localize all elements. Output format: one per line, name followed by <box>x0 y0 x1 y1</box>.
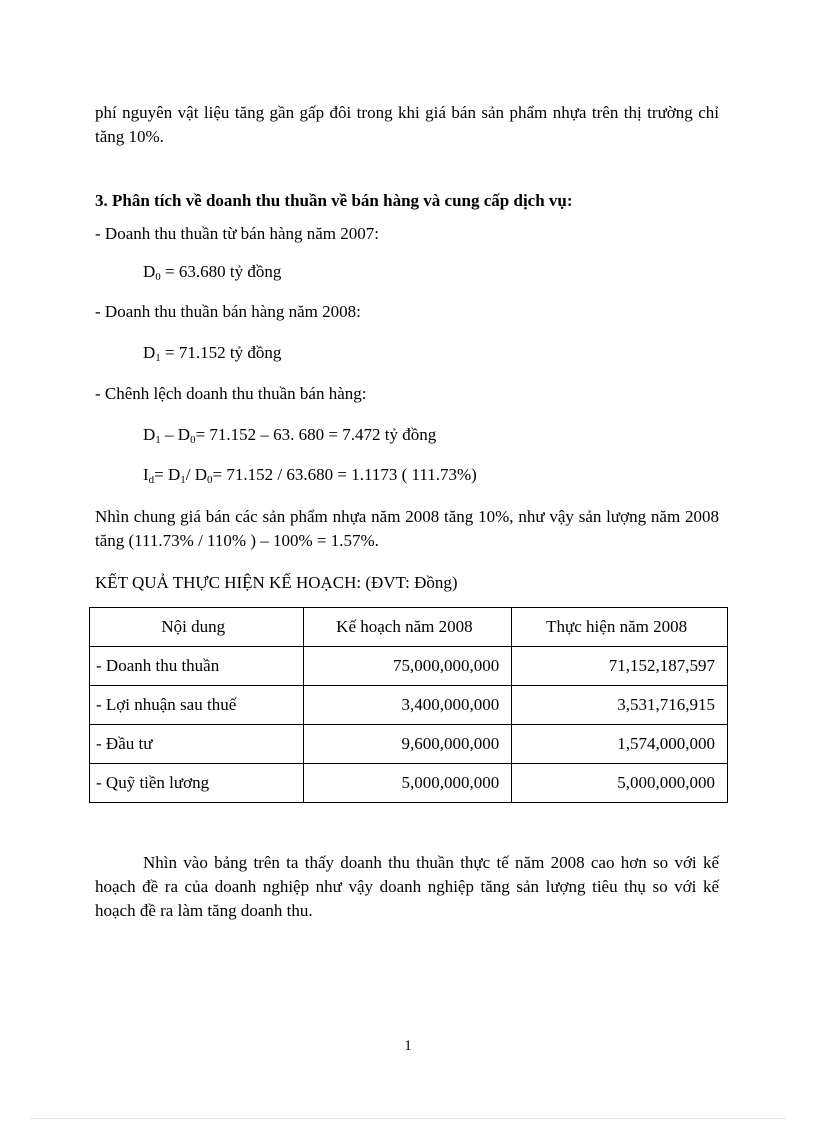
row-plan-value: 75,000,000,000 <box>303 647 512 686</box>
row-actual-value: 71,152,187,597 <box>512 647 728 686</box>
row-label: - Doanh thu thuần <box>90 647 304 686</box>
table-title: KẾT QUẢ THỰC HIỆN KẾ HOẠCH: (ĐVT: Đồng) <box>95 573 458 592</box>
formula-difference-value: = 71.152 – 63. 680 = 7.472 tỷ đồng <box>195 425 437 444</box>
formula-difference-d1: D <box>143 425 156 444</box>
table-row <box>90 686 728 725</box>
formula-index-value: = 71.152 / 63.680 = 1.1173 ( 111.73%) <box>212 465 477 484</box>
formula-d0-symbol: D <box>143 262 156 281</box>
row-plan-value: 5,000,000,000 <box>303 764 512 803</box>
formula-d0-value: = 63.680 tỷ đồng <box>160 262 282 281</box>
formula-d1-value: = 71.152 tỷ đồng <box>160 343 282 362</box>
formula-d1-symbol: D <box>143 343 156 362</box>
formula-difference-d1-subscript: 1 <box>155 434 161 446</box>
row-plan-value: 9,600,000,000 <box>303 725 512 764</box>
result-table <box>89 607 728 803</box>
row-label: - Đầu tư <box>90 725 304 764</box>
row-actual-value: 1,574,000,000 <box>512 725 728 764</box>
formula-d1-subscript: 1 <box>155 352 161 364</box>
formula-difference-d0: – D <box>160 425 191 444</box>
row-actual-value: 3,531,716,915 <box>512 686 728 725</box>
formula-index-numerator: = D <box>154 465 181 484</box>
row-plan-value: 3,400,000,000 <box>303 686 512 725</box>
formula-index-denominator: / D <box>185 465 208 484</box>
table-row <box>90 764 728 803</box>
formula-index-denominator-subscript: 0 <box>207 474 213 486</box>
table-row <box>90 647 728 686</box>
conclusion-paragraph: Nhìn vào bảng trên ta thấy doanh thu thuần thực tế năm 2008 cao hơn so với kế hoạch đề ra của doanh nghiệp như vậy doanh nghiệp tăng sản lượng tiêu thụ so với kế hoạch đề ra làm tăng doanh thu. <box>95 853 719 920</box>
section-heading: 3. Phân tích về doanh thu thuần về bán hàng và cung cấp dịch vụ: <box>95 191 573 210</box>
revenue-2008-label: - Doanh thu thuần bán hàng năm 2008: <box>95 302 361 321</box>
table-row <box>90 725 728 764</box>
summary-paragraph: Nhìn chung giá bán các sản phẩm nhựa năm 2008 tăng 10%, như vậy sản lượng năm 2008 tăng (111.73% / 110% ) – 100% = 1.57%. <box>95 507 719 550</box>
formula-d1 <box>143 343 281 363</box>
formula-index-subscript: d <box>148 474 155 486</box>
header-actual-2008: Thực hiện năm 2008 <box>512 608 728 647</box>
formula-index-symbol: I <box>143 465 149 484</box>
header-plan-2008: Kế hoạch năm 2008 <box>303 608 512 647</box>
row-label: - Quỹ tiền lương <box>90 764 304 803</box>
page-bottom-divider <box>30 1118 786 1119</box>
page-number: 1 <box>404 1038 412 1054</box>
formula-difference <box>143 425 436 445</box>
difference-label: - Chênh lệch doanh thu thuần bán hàng: <box>95 384 367 403</box>
header-content: Nội dung <box>90 608 304 647</box>
formula-difference-d0-subscript: 0 <box>190 434 196 446</box>
revenue-2007-label: - Doanh thu thuần từ bán hàng năm 2007: <box>95 224 379 243</box>
table-header-row <box>90 608 728 647</box>
formula-d0-subscript: 0 <box>155 271 161 283</box>
formula-index-numerator-subscript: 1 <box>180 474 186 486</box>
row-actual-value: 5,000,000,000 <box>512 764 728 803</box>
intro-paragraph: phí nguyên vật liệu tăng gần gấp đôi trong khi giá bán sản phẩm nhựa trên thị trường chỉ tăng 10%. <box>95 103 719 146</box>
formula-d0 <box>143 262 281 282</box>
row-label: - Lợi nhuận sau thuế <box>90 686 304 725</box>
formula-index <box>143 465 477 485</box>
